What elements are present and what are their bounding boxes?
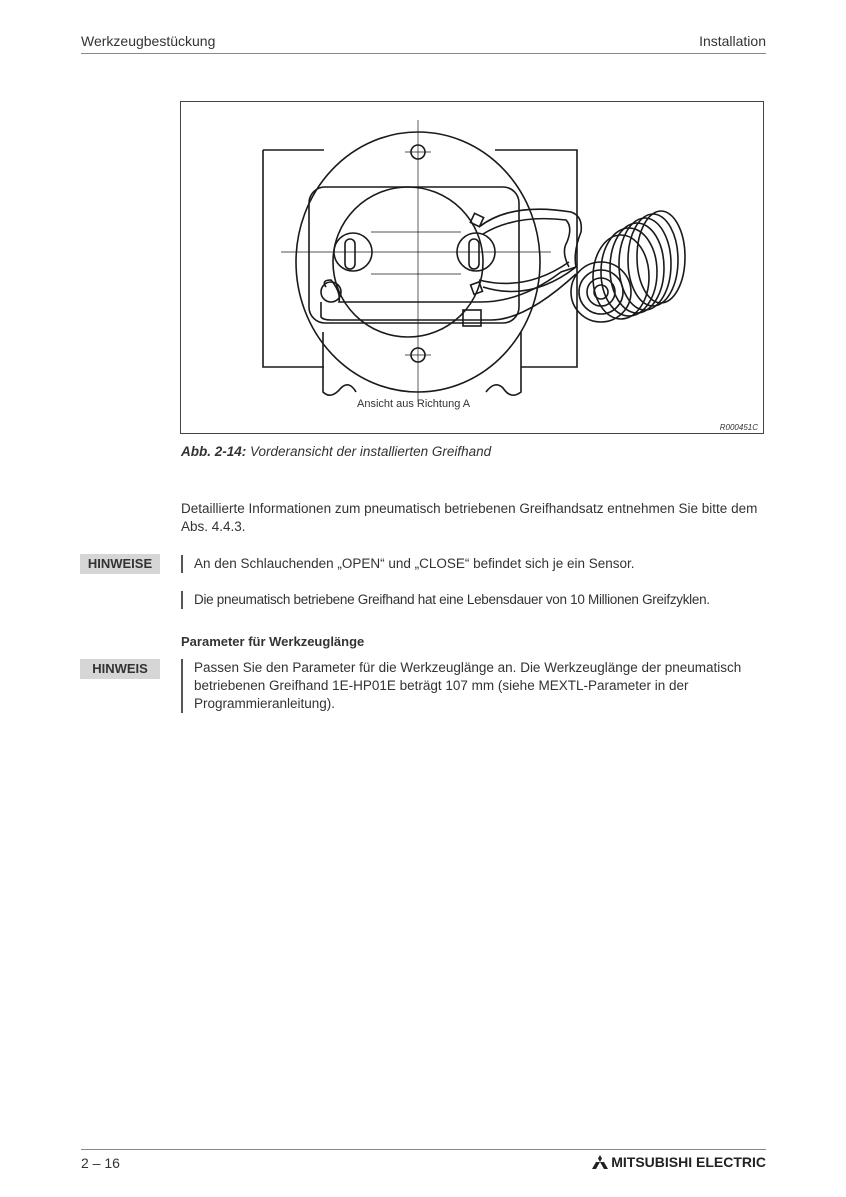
tube-upper-inner <box>483 219 570 267</box>
tube-coil <box>571 211 685 322</box>
running-header-section: Installation <box>699 33 766 49</box>
note-label: HINWEIS <box>80 659 160 679</box>
lower-bracket-right <box>486 332 521 395</box>
running-header-chapter: Werkzeugbestückung <box>81 33 216 49</box>
note-item-sensor: An den Schlauchenden „OPEN“ und „CLOSE“ befindet sich je ein Sensor. <box>181 555 635 573</box>
figure-title: Vorderansicht der installierten Greifhand <box>246 444 492 459</box>
note-tool-length: Passen Sie den Parameter für die Werkzeuglänge an. Die Werkzeuglänge der pneumatisch betriebenen Greifhand 1E-HP01E beträgt 107 mm (siehe MEXTL-Parameter in der Programmieranleitung). <box>181 659 764 713</box>
header-rule <box>81 53 766 54</box>
slot-right <box>469 239 479 269</box>
base-plate <box>263 150 577 367</box>
figure-code: R000451C <box>719 423 758 432</box>
figure-number: Abb. 2-14: <box>181 444 247 459</box>
body-paragraph: Detaillierte Informationen zum pneumatisch betriebenen Greifhandsatz entnehmen Sie bitte dem Abs. 4.4.3. <box>181 501 758 534</box>
slot-left <box>345 239 355 269</box>
gripper-drawing <box>181 102 765 435</box>
figure-view-label: Ansicht aus Richtung A <box>357 398 471 410</box>
notes-label: HINWEISE <box>80 554 160 574</box>
note-item-lifetime: Die pneumatisch betriebene Greifhand hat eine Lebensdauer von 10 Millionen Greifzyklen. <box>181 591 710 609</box>
figure-gripper-front-view <box>180 101 764 434</box>
footer-rule <box>81 1149 766 1150</box>
center-lines <box>281 120 551 402</box>
figure-caption <box>181 444 491 459</box>
mitsubishi-diamonds-icon <box>591 1155 609 1169</box>
lower-bracket <box>323 332 356 395</box>
section-subheading: Parameter für Werkzeuglänge <box>181 634 365 649</box>
page-number: 2 – 16 <box>81 1155 120 1171</box>
tube-long <box>321 267 576 320</box>
brand-logo <box>591 1154 766 1170</box>
brand-name: MITSUBISHI ELECTRIC <box>611 1154 766 1170</box>
